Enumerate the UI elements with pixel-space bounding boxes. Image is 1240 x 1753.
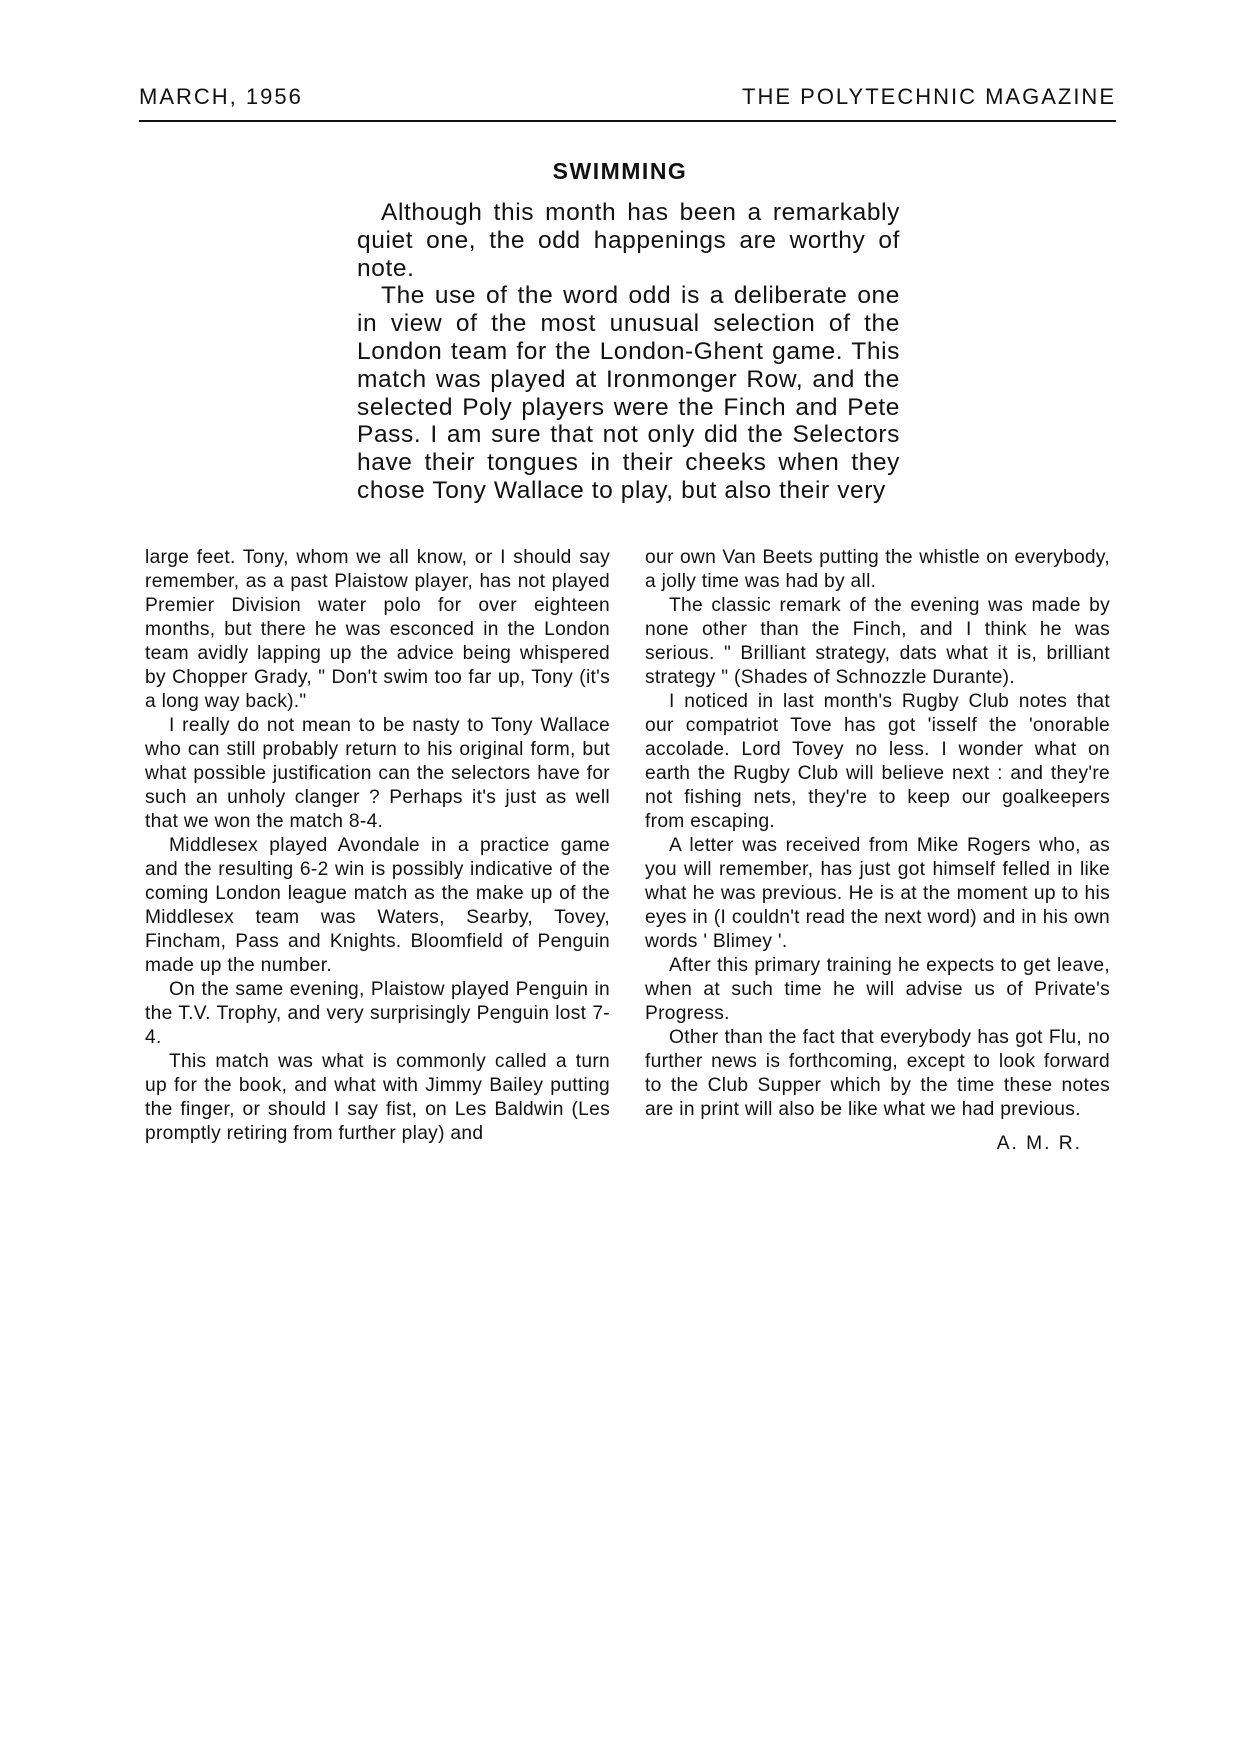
body-paragraph: large feet. Tony, whom we all know, or I should say remember, as a past Plaistow player, has not played Premier Division water polo for over eighteen months, but there he was esconced in the London team avidly lapping up the advice being whispered by Chopper Grady, " Don't swim too far up, Tony (it's a long way back)." <box>145 547 610 712</box>
body-paragraph: A letter was received from Mike Rogers who, as you will remember, has just got himself felled in like what he was previous. He is at the moment up to his eyes in (I couldn't read the next word) and in his own words ' Blimey '. <box>645 835 1110 952</box>
lead-paragraph: Although this month has been a remarkably quiet one, the odd happenings are worthy of note. <box>357 199 900 282</box>
body-paragraph: I really do not mean to be nasty to Tony Wallace who can still probably return to his original form, but what possible justification can the selectors have for such an unholy clanger ? Perhaps it's just as well that we won the match 8-4. <box>145 715 610 832</box>
body-paragraph: our own Van Beets putting the whistle on everybody, a jolly time was had by all. <box>645 547 1110 592</box>
author-signature: A. M. R. <box>996 1133 1082 1154</box>
header-divider <box>139 120 1116 122</box>
article-title: SWIMMING <box>552 158 688 184</box>
body-paragraph: I noticed in last month's Rugby Club notes that our compatriot Tove has got 'isself the 'onorable accolade. Lord Tovey no less. I wonder what on earth the Rugby Club will believe next : and they're not fishing nets, they're to keep our goalkeepers from escaping. <box>645 691 1110 832</box>
body-paragraph: Other than the fact that everybody has got Flu, no further news is forthcoming, except to look forward to the Club Supper which by the time these notes are in print will also be like what we had previous. <box>645 1027 1110 1120</box>
issue-date: MARCH, 1956 <box>139 84 303 109</box>
lead-paragraph: The use of the word odd is a deliberate one in view of the most unusual selection of the London team for the London-Ghent game. This match was played at Ironmonger Row, and the selected Poly players were the Finch and Pete Pass. I am sure that not only did the Selectors have their tongues in their cheeks when they chose Tony Wallace to play, but also their very <box>357 282 900 504</box>
body-paragraph: After this primary training he expects to get leave, when at such time he will advise us of Private's Progress. <box>645 955 1110 1024</box>
left-column <box>145 546 610 1146</box>
publication-title: THE POLYTECHNIC MAGAZINE <box>742 84 1116 109</box>
article-lead <box>357 199 900 505</box>
body-paragraph: This match was what is commonly called a turn up for the book, and what with Jimmy Bailey putting the finger, or should I say fist, on Les Baldwin (Les promptly retiring from further play) and <box>145 1051 610 1144</box>
body-paragraph: Middlesex played Avondale in a practice game and the resulting 6-2 win is possibly indicative of the coming London league match as the make up of the Middlesex team was Waters, Searby, Tovey, Fincham, Pass and Knights. Bloomfield of Penguin made up the number. <box>145 835 610 976</box>
body-paragraph: The classic remark of the evening was made by none other than the Finch, and I think he was serious. " Brilliant strategy, dats what it is, brilliant strategy " (Shades of Schnozzle Durante). <box>645 595 1110 688</box>
right-column <box>645 546 1110 1156</box>
body-paragraph: On the same evening, Plaistow played Penguin in the T.V. Trophy, and very surprisingly Penguin lost 7-4. <box>145 979 610 1048</box>
